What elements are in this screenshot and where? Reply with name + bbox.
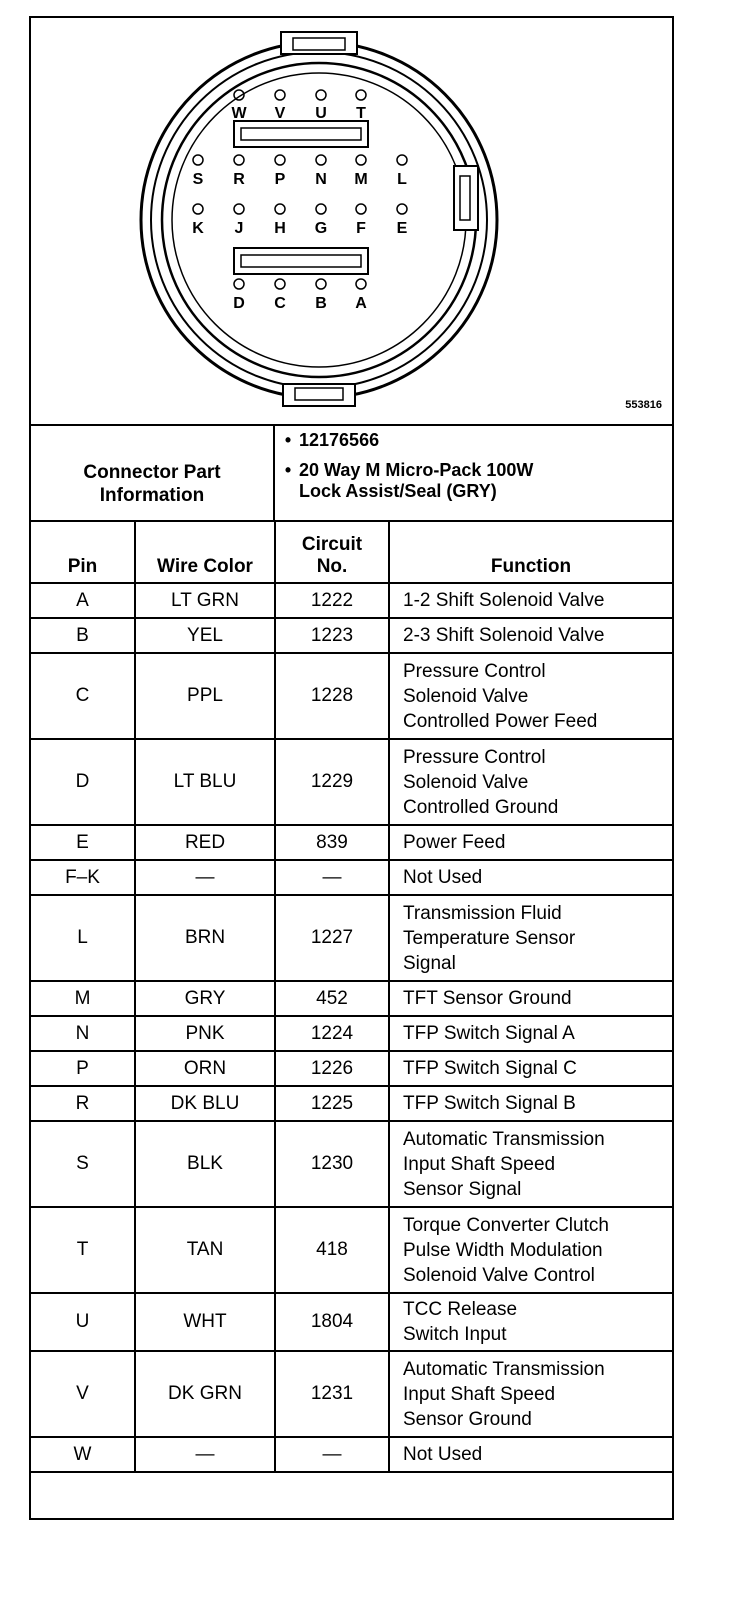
cell-function: [389, 618, 672, 653]
pin-label: H: [274, 220, 286, 237]
cell-function: [389, 583, 672, 618]
cell-wire-color: LT GRN: [135, 583, 275, 618]
pin-table-body: [31, 583, 672, 1472]
header-circuit-line-1: Circuit: [301, 534, 363, 555]
pin-label: M: [354, 171, 368, 188]
cell-wire-color: PNK: [135, 1016, 275, 1051]
cell-circuit: 839: [275, 825, 389, 860]
table-row: [31, 739, 672, 825]
table-row: [31, 1051, 672, 1086]
pin-hole: [275, 90, 285, 100]
cell-function: [389, 1121, 672, 1207]
cell-function: [389, 860, 672, 895]
cell-pin: E: [31, 825, 135, 860]
function-line: Controlled Ground: [403, 796, 559, 818]
function-line: 2-3 Shift Solenoid Valve: [403, 625, 605, 646]
function-line: Sensor Signal: [403, 1178, 522, 1200]
cell-wire-color: BRN: [135, 895, 275, 981]
pin-hole: [397, 204, 407, 214]
cell-circuit: 1229: [275, 739, 389, 825]
cell-circuit: 1223: [275, 618, 389, 653]
cell-pin: F–K: [31, 860, 135, 895]
function-line: Transmission Fluid: [403, 902, 562, 924]
cell-wire-color: LT BLU: [135, 739, 275, 825]
bullet-icon: •: [284, 430, 292, 450]
header-pin: Pin: [31, 520, 135, 583]
cell-function: [389, 1086, 672, 1121]
table-row: [31, 825, 672, 860]
cell-function: [389, 739, 672, 825]
pin-label: P: [274, 171, 286, 188]
function-line: Controlled Power Feed: [403, 710, 598, 732]
pin-row-2: [193, 155, 407, 188]
table-row: [31, 895, 672, 981]
pin-label: D: [233, 295, 245, 312]
table-row: [31, 1351, 672, 1437]
pin-label: F: [356, 220, 366, 237]
cell-wire-color: BLK: [135, 1121, 275, 1207]
pin-hole: [356, 90, 366, 100]
connector-info-title: [31, 424, 275, 520]
cell-function: [389, 1051, 672, 1086]
cell-pin: U: [31, 1293, 135, 1351]
cell-function: [389, 895, 672, 981]
pin-label: U: [315, 105, 327, 122]
table-row: [31, 1086, 672, 1121]
cell-wire-color: —: [135, 860, 275, 895]
info-title-line-1: Connector Part: [83, 462, 221, 483]
function-line: Sensor Ground: [403, 1408, 532, 1430]
cell-pin: C: [31, 653, 135, 739]
table-row: [31, 1207, 672, 1293]
function-line: 1-2 Shift Solenoid Valve: [403, 590, 605, 611]
table-row: [31, 583, 672, 618]
pin-hole: [193, 204, 203, 214]
function-line: Automatic Transmission: [403, 1128, 605, 1150]
description-line-1: 20 Way M Micro-Pack 100W: [299, 460, 534, 480]
table-row: [31, 653, 672, 739]
function-line: Pressure Control: [403, 660, 546, 682]
cell-wire-color: TAN: [135, 1207, 275, 1293]
function-line: Pulse Width Modulation: [403, 1239, 603, 1261]
connector-info-list: [277, 430, 672, 511]
function-line: Pressure Control: [403, 746, 546, 768]
pin-label: V: [274, 105, 286, 122]
function-line: Input Shaft Speed: [403, 1383, 556, 1405]
cell-wire-color: WHT: [135, 1293, 275, 1351]
function-line: Switch Input: [403, 1324, 507, 1345]
cell-circuit: 1231: [275, 1351, 389, 1437]
connector-sheet: [29, 16, 674, 1520]
function-line: TFP Switch Signal B: [403, 1093, 576, 1114]
table-row: [31, 618, 672, 653]
cell-circuit: 1225: [275, 1086, 389, 1121]
cell-pin: S: [31, 1121, 135, 1207]
cell-circuit: 1226: [275, 1051, 389, 1086]
cell-wire-color: ORN: [135, 1051, 275, 1086]
pin-hole: [193, 155, 203, 165]
cell-pin: V: [31, 1351, 135, 1437]
table-header-row: [31, 520, 672, 583]
pin-row-3: [192, 204, 407, 237]
cell-function: [389, 1207, 672, 1293]
function-line: Signal: [403, 952, 456, 974]
connector-part-info: [31, 424, 672, 522]
cell-circuit: 1224: [275, 1016, 389, 1051]
pin-label: L: [397, 171, 407, 188]
cell-circuit: 1228: [275, 653, 389, 739]
cell-wire-color: —: [135, 1437, 275, 1472]
pin-label: W: [231, 105, 247, 122]
function-line: Solenoid Valve: [403, 771, 529, 793]
cell-circuit: 1222: [275, 583, 389, 618]
pin-label: C: [274, 295, 286, 312]
figure-number: 553816: [625, 399, 662, 411]
pin-label: B: [315, 295, 327, 312]
cell-wire-color: DK GRN: [135, 1351, 275, 1437]
function-line: Torque Converter Clutch: [403, 1214, 609, 1236]
header-circuit-line-2: No.: [316, 556, 348, 577]
cell-pin: D: [31, 739, 135, 825]
cell-function: [389, 825, 672, 860]
cell-function: [389, 1351, 672, 1437]
connector-diagram: [31, 18, 672, 426]
cell-function: [389, 1437, 672, 1472]
cell-circuit: 418: [275, 1207, 389, 1293]
description-line-2: Lock Assist/Seal (GRY): [299, 481, 497, 501]
pin-label: S: [192, 171, 204, 188]
bullet-icon: •: [284, 460, 292, 480]
cell-circuit: 1227: [275, 895, 389, 981]
pin-label: E: [396, 220, 408, 237]
pin-label: K: [192, 220, 204, 237]
cell-pin: A: [31, 583, 135, 618]
pin-hole: [316, 279, 326, 289]
table-row: [31, 1121, 672, 1207]
pin-hole: [397, 155, 407, 165]
function-line: Power Feed: [403, 832, 506, 853]
cell-function: [389, 981, 672, 1016]
cell-pin: W: [31, 1437, 135, 1472]
table-row: [31, 1293, 672, 1351]
pin-hole: [356, 279, 366, 289]
cell-pin: P: [31, 1051, 135, 1086]
table-row: [31, 1016, 672, 1051]
cell-function: [389, 653, 672, 739]
info-bullet-description: [277, 460, 672, 502]
cell-pin: L: [31, 895, 135, 981]
cell-circuit: 452: [275, 981, 389, 1016]
cell-circuit: 1230: [275, 1121, 389, 1207]
cell-wire-color: PPL: [135, 653, 275, 739]
cell-pin: B: [31, 618, 135, 653]
cell-function: [389, 1016, 672, 1051]
function-line: Solenoid Valve Control: [403, 1264, 595, 1286]
function-line: Not Used: [403, 867, 483, 888]
connector-face-drawing: [31, 18, 672, 424]
pin-hole: [316, 90, 326, 100]
header-function: Function: [389, 520, 672, 583]
pin-hole: [275, 204, 285, 214]
pin-function-table: [31, 520, 672, 1473]
table-row: [31, 860, 672, 895]
header-circuit: [275, 520, 389, 583]
pin-row-1: [231, 90, 366, 122]
table-row: [31, 1437, 672, 1472]
function-line: Temperature Sensor: [403, 927, 576, 949]
pin-hole: [275, 279, 285, 289]
cell-wire-color: RED: [135, 825, 275, 860]
table-row: [31, 981, 672, 1016]
part-number: 12176566: [299, 430, 380, 450]
function-line: TFP Switch Signal A: [403, 1023, 575, 1044]
cell-circuit: —: [275, 1437, 389, 1472]
cell-pin: T: [31, 1207, 135, 1293]
cell-wire-color: GRY: [135, 981, 275, 1016]
cell-pin: N: [31, 1016, 135, 1051]
function-line: TFT Sensor Ground: [403, 988, 572, 1009]
pin-label: N: [315, 171, 327, 188]
pin-label: R: [233, 171, 245, 188]
function-line: Solenoid Valve: [403, 685, 529, 707]
pin-label: A: [355, 295, 367, 312]
pin-hole: [234, 279, 244, 289]
pin-hole: [316, 204, 326, 214]
cell-wire-color: DK BLU: [135, 1086, 275, 1121]
function-line: Automatic Transmission: [403, 1358, 605, 1380]
function-line: TFP Switch Signal C: [403, 1058, 577, 1079]
pin-hole: [356, 155, 366, 165]
pin-label: T: [356, 105, 366, 122]
pin-hole: [234, 155, 244, 165]
pin-hole: [275, 155, 285, 165]
info-title-line-2: Information: [99, 485, 205, 506]
pin-hole: [316, 155, 326, 165]
pin-label: J: [234, 220, 244, 237]
function-line: Input Shaft Speed: [403, 1153, 556, 1175]
cell-pin: M: [31, 981, 135, 1016]
function-line: Not Used: [403, 1444, 483, 1465]
header-wire-color: Wire Color: [135, 520, 275, 583]
cell-function: [389, 1293, 672, 1351]
pin-label: G: [314, 220, 328, 237]
info-bullet-part-number: [277, 430, 672, 451]
cell-pin: R: [31, 1086, 135, 1121]
cell-circuit: —: [275, 860, 389, 895]
cell-circuit: 1804: [275, 1293, 389, 1351]
function-line: TCC Release: [403, 1299, 518, 1320]
pin-hole: [234, 204, 244, 214]
cell-wire-color: YEL: [135, 618, 275, 653]
pin-hole: [356, 204, 366, 214]
pin-row-4: [233, 279, 367, 312]
